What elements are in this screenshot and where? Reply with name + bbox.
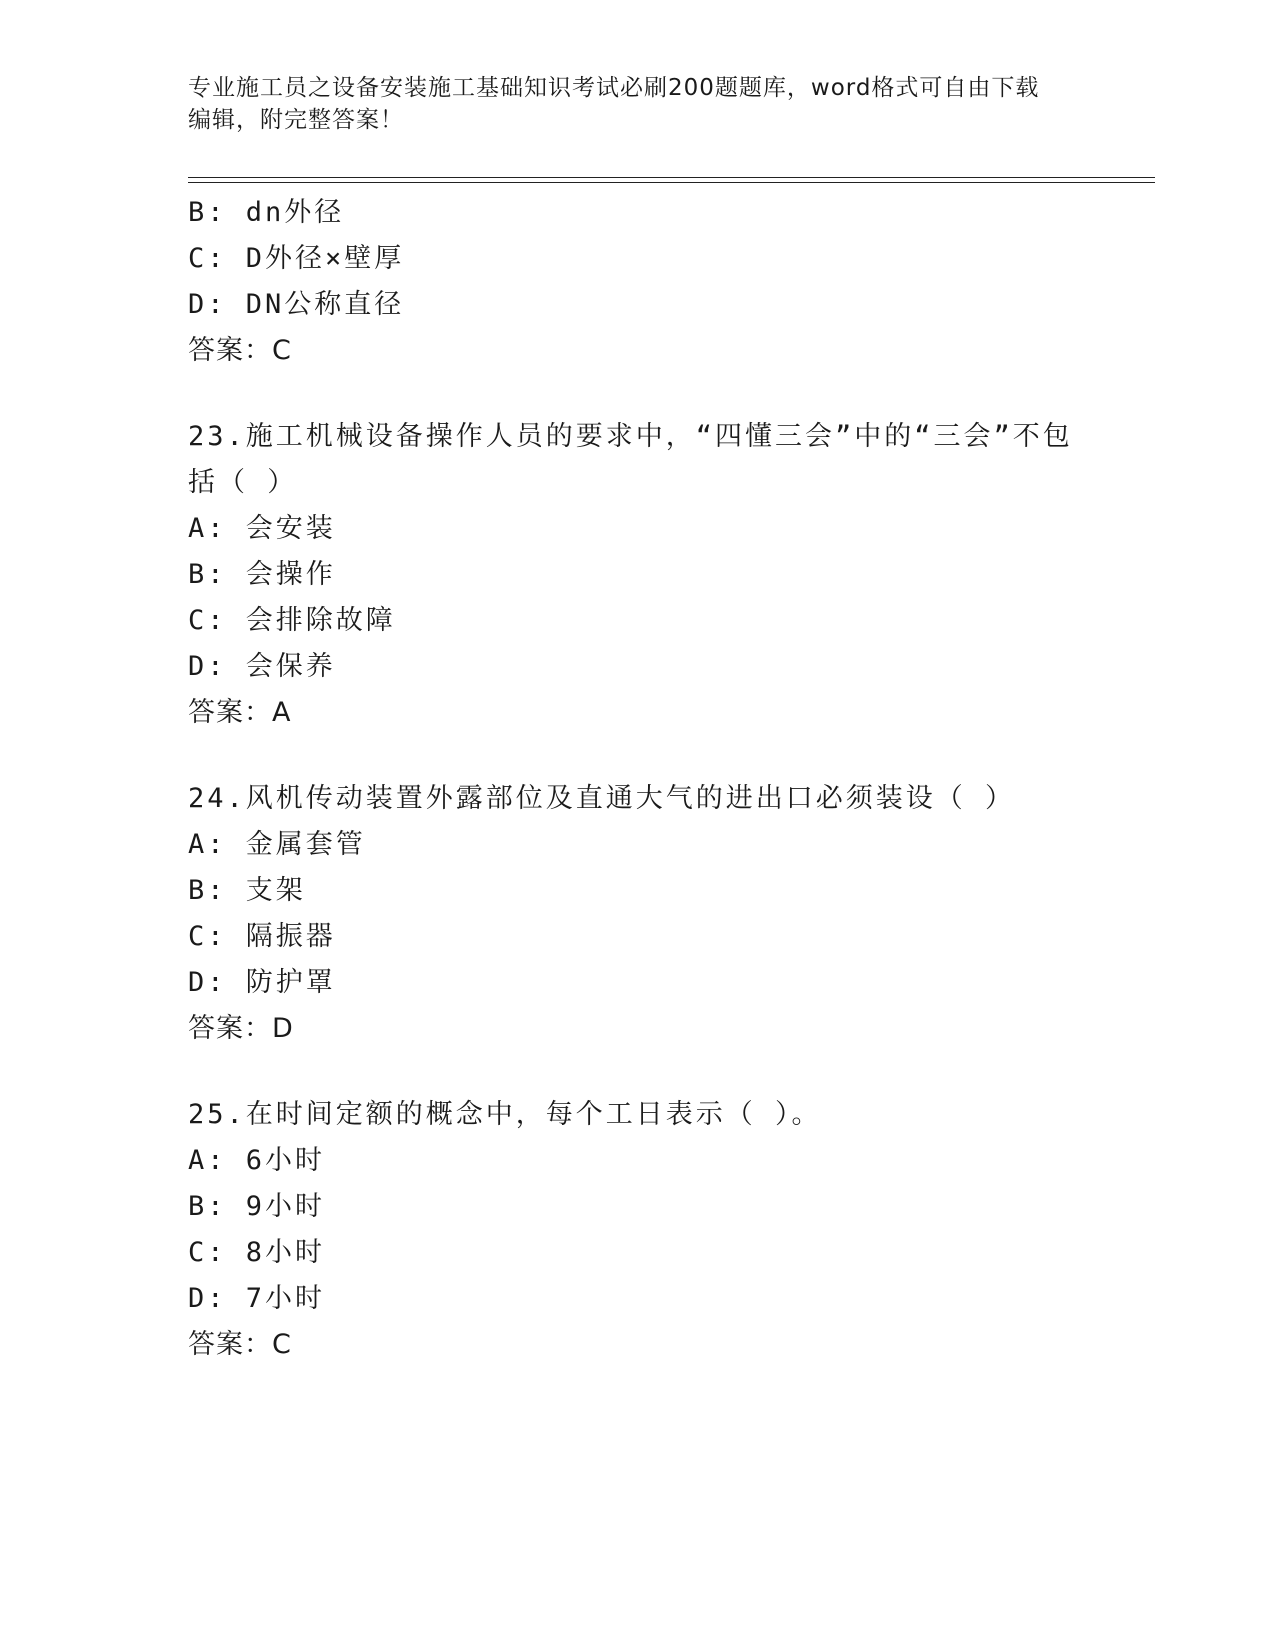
question-block-25 [188,1092,1088,1368]
option-a: A: 会安装 [188,513,336,544]
option-c: C: 8小时 [188,1237,326,1268]
header-line-2: 编辑，附完整答案！ [188,107,404,133]
option-d: D: 会保养 [188,651,336,682]
question-block-23 [188,414,1088,736]
option-c: C: 隔振器 [188,921,336,952]
question-text-line: 24.风机传动装置外露部位及直通大气的进出口必须装设（ ） [188,783,1016,814]
answer-line: 答案：D [188,1013,294,1044]
question-content [188,190,1088,1408]
document-header [188,72,1088,136]
option-d: D: 7小时 [188,1283,326,1314]
option-b: B: 支架 [188,875,306,906]
option-d: D: 防护罩 [188,967,336,998]
question-text-line: 括（ ） [188,467,298,498]
question-text-line: 25.在时间定额的概念中，每个工日表示（ ）。 [188,1099,822,1130]
option-a: A: 金属套管 [188,829,366,860]
question-block-24 [188,776,1088,1052]
header-line-1: 专业施工员之设备安装施工基础知识考试必刷200题题库，word格式可自由下载 [188,75,1040,101]
option-a: A: 6小时 [188,1145,326,1176]
answer-line: 答案：A [188,697,292,728]
answer-line: 答案：C [188,1329,292,1360]
header-divider-bottom [188,182,1155,183]
option-d: D: DN公称直径 [188,289,405,320]
question-block-22 [188,190,1088,374]
option-b: B: 9小时 [188,1191,326,1222]
answer-line: 答案：C [188,335,292,366]
option-c: C: 会排除故障 [188,605,396,636]
question-text-line: 23.施工机械设备操作人员的要求中，“四懂三会”中的“三会”不包 [188,421,1073,452]
question-text [188,1092,1088,1138]
option-b: B: dn外径 [188,197,345,228]
option-b: B: 会操作 [188,559,336,590]
question-text [188,414,1088,506]
option-c: C: D外径×壁厚 [188,243,405,274]
question-text [188,776,1088,822]
header-divider-top [188,177,1155,178]
